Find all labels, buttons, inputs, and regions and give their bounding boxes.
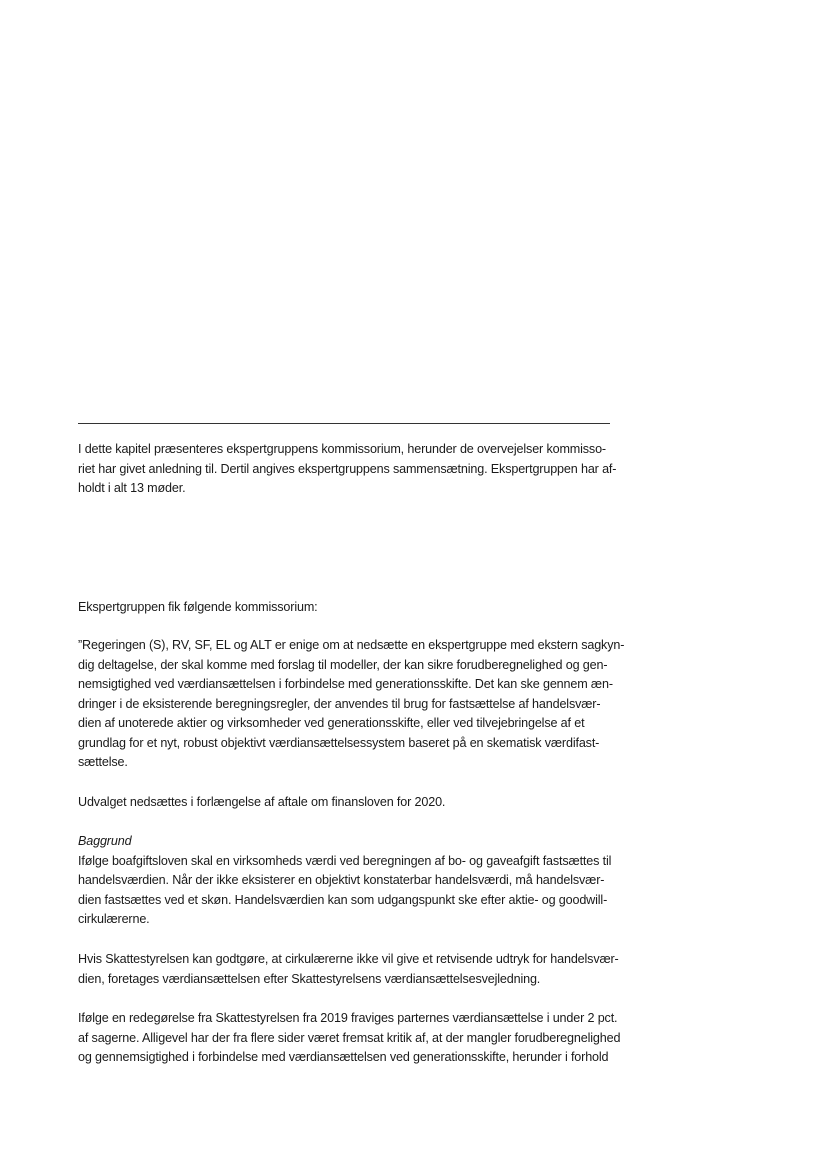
skattestyrelsen-paragraph [78,950,619,989]
redegoerelse-line: af sagerne. Alligevel har der fra flere sider været fremsat kritik af, at der mangler forudberegnelighed [78,1030,621,1045]
quote-line: dringer i de eksisterende beregningsregler, der anvendes til brug for fastsættelse af handelsvær- [78,696,601,711]
skattestyrelsen-line: dien, foretages værdiansættelsen efter Skattestyrelsens værdiansættelsesvejledning. [78,971,541,986]
quote-line: grundlag for et nyt, robust objektivt værdiansættelsessystem baseret på en skematisk værdifast- [78,735,600,750]
intro-paragraph [78,440,617,499]
lead-paragraph [78,598,610,618]
baggrund-line: handelsværdien. Når der ikke eksisterer en objektivt konstaterbar handelsværdi, må handelsvær- [78,873,605,887]
udvalget-paragraph [78,793,610,813]
intro-line: I dette kapitel præsenteres ekspertgruppens kommissorium, herunder de overvejelser kommisso- [78,442,606,456]
quote-line: ”Regeringen (S), RV, SF, EL og ALT er enige om at nedsætte en ekspertgruppe med ekstern sagkyn- [78,638,625,652]
redegoerelse-line: og gennemsigtighed i forbindelse med værdiansættelsen ved generationsskifte, herunder i forhold [78,1050,609,1064]
section-divider [78,423,610,424]
commission-quote-paragraph [78,636,625,773]
redegoerelse-line: Ifølge en redegørelse fra Skattestyrelsen fra 2019 fraviges parternes værdiansættelse i under 2 pct. [78,1011,618,1025]
baggrund-line: dien fastsættes ved et skøn. Handelsværdien kan som udgangspunkt ske efter aktie- og goodwill- [78,892,608,907]
baggrund-section [78,832,610,930]
quote-line: dien af unoterede aktier og virksomheder ved generationsskifte, eller ved tilvejebringelse af et [78,716,585,730]
quote-line: dig deltagelse, der skal komme med forslag til modeller, der kan sikre forudberegnelighed og gen- [78,657,608,672]
udvalget-line: Udvalget nedsættes i forlængelse af aftale om finansloven for 2020. [78,795,446,809]
baggrund-heading: Baggrund [78,834,132,848]
lead-line: Ekspertgruppen fik følgende kommissorium: [78,600,318,614]
intro-line: riet har givet anledning til. Dertil angives ekspertgruppens sammensætning. Ekspertgruppen har af- [78,461,617,476]
skattestyrelsen-line: Hvis Skattestyrelsen kan godtgøre, at cirkulærerne ikke vil give et retvisende udtryk for handelsvær- [78,952,619,966]
quote-line: nemsigtighed ved værdiansættelsen i forbindelse med generationsskifte. Det kan ske gennem æn- [78,677,613,691]
baggrund-line: cirkulærerne. [78,912,150,926]
quote-line: sættelse. [78,755,128,769]
intro-line: holdt i alt 13 møder. [78,481,186,495]
redegoerelse-paragraph [78,1009,621,1068]
baggrund-line: Ifølge boafgiftsloven skal en virksomheds værdi ved beregningen af bo- og gaveafgift fastsættes til [78,853,612,868]
